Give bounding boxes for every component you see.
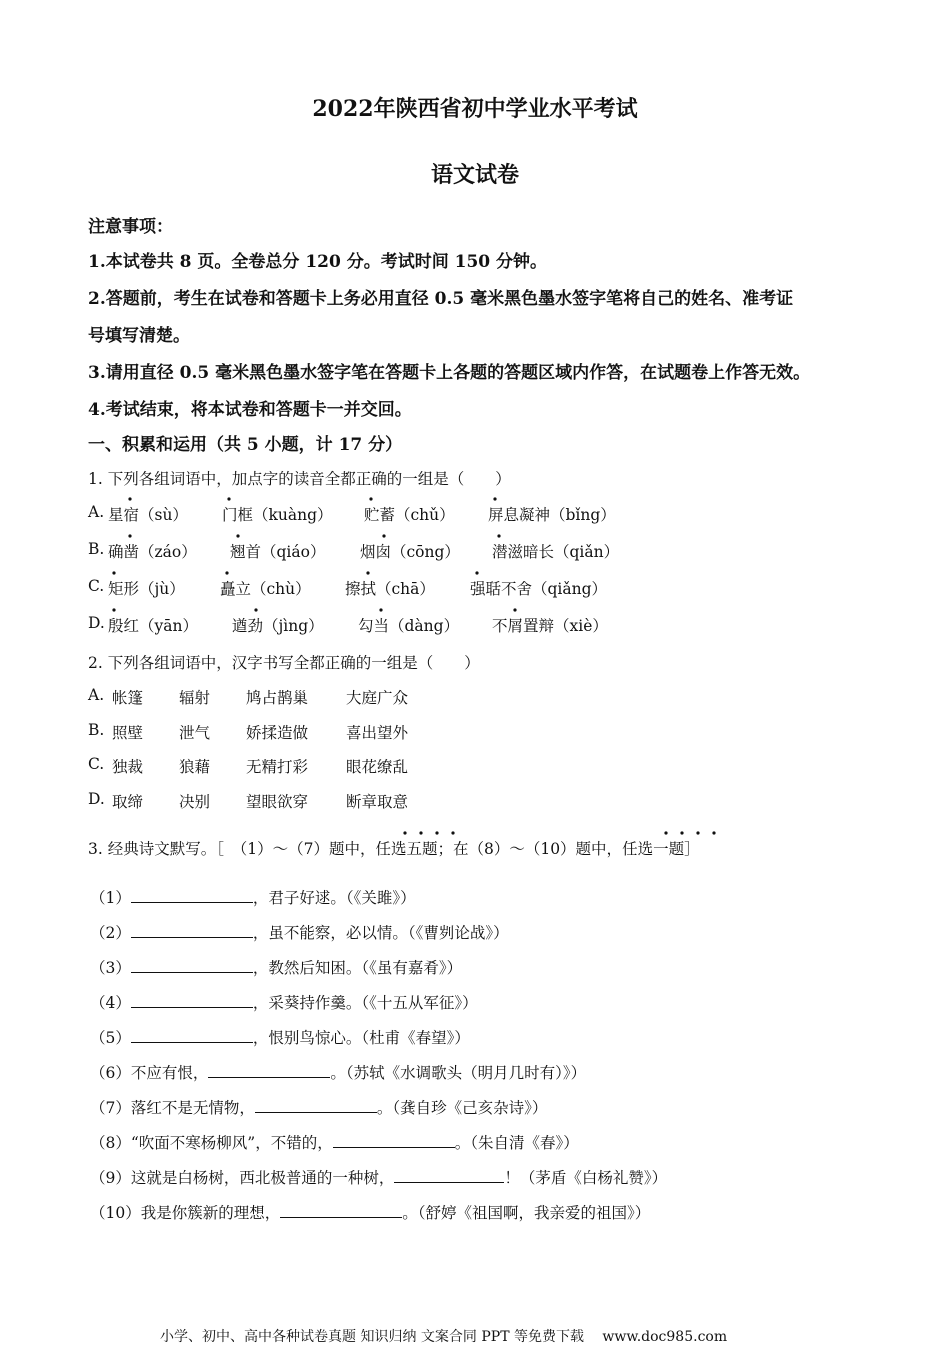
- dot-mark: [227, 497, 230, 500]
- dot-mark: [696, 831, 699, 834]
- answer-blank[interactable]: [208, 1063, 330, 1078]
- q2-c-word1: 独裁: [112, 758, 144, 776]
- q1-d-word3: 勾当（dàng）: [358, 617, 460, 635]
- dot-mark: [513, 608, 516, 611]
- dot-mark: [475, 571, 478, 574]
- q3-emphasis-dots: [0, 826, 950, 838]
- dot-mark: [493, 497, 496, 500]
- footer-text: 小学、初中、高中各种试卷真题 知识归纳 文案合同 PPT 等免费下载 www.doc985.com: [160, 1329, 728, 1345]
- dot-mark: [435, 831, 438, 834]
- emphasis-text: 任选一题: [622, 840, 685, 858]
- q2-c-word2: 狼藉: [179, 758, 211, 776]
- q1-c-word4: 强聒不舍（qiǎng）: [470, 580, 608, 598]
- q2-b-letter: B.: [88, 721, 105, 739]
- q1-d-word1: 殷红（yān）: [108, 617, 198, 635]
- q2-b-word2: 泄气: [179, 724, 211, 742]
- answer-blank[interactable]: [131, 888, 253, 903]
- q1-a-word1: 星宿（sù）: [108, 506, 188, 524]
- dot-mark: [497, 534, 500, 537]
- dot-mark: [712, 831, 715, 834]
- notice-heading: 注意事项：: [88, 217, 173, 237]
- recitation-line-6: （6）不应有恨， 。（苏轼《水调歌头（明月几时有）》）: [90, 1064, 587, 1082]
- page-title: 2022年陕西省初中学业水平考试: [312, 96, 638, 122]
- emphasis-text: 任选五题: [375, 840, 438, 858]
- dot-mark: [128, 534, 131, 537]
- question-3-stem: 3. 经典诗文默写。［ （1）～（7）题中，任选五题；在（8）～（10）题中，任选一题］: [88, 840, 700, 858]
- dot-mark: [419, 831, 422, 834]
- q2-b-word4: 喜出望外: [346, 724, 409, 742]
- q2-a-word4: 大庭广众: [346, 689, 409, 707]
- q1-option-c: C.: [88, 577, 105, 595]
- q1-option-b: B.: [88, 540, 105, 558]
- answer-blank[interactable]: [394, 1168, 504, 1183]
- q2-c-word3: 无精打彩: [246, 758, 309, 776]
- question-2-stem: 2. 下列各组词语中，汉字书写全都正确的一组是（ ）: [88, 654, 480, 672]
- notice-item: 3.请用直径 0.5 毫米黑色墨水签字笔在答题卡上各题的答题区域内作答，在试题卷上作答无效。: [88, 363, 811, 383]
- dot-mark: [254, 608, 257, 611]
- q1-b-word1: 确凿（záo）: [108, 543, 197, 561]
- dot-mark: [128, 497, 131, 500]
- dot-mark: [403, 831, 406, 834]
- dot-mark: [112, 571, 115, 574]
- notice-item: 4.考试结束，将本试卷和答题卡一并交回。: [88, 400, 412, 420]
- recitation-line-3: （3） ，教然后知困。（《虽有嘉肴》）: [90, 959, 463, 977]
- dot-mark: [379, 608, 382, 611]
- q2-d-letter: D.: [88, 790, 105, 808]
- recitation-line-1: （1） ，君子好逑。（《关雎》）: [90, 889, 416, 907]
- question-1-stem: 1. 下列各组词语中，加点字的读音全都正确的一组是（ ）: [88, 470, 511, 488]
- q1-c-word3: 擦拭（chā）: [345, 580, 435, 598]
- q1-b-word4: 潜滋暗长（qiǎn）: [492, 543, 620, 561]
- recitation-line-5: （5） ，恨别鸟惊心。（杜甫《春望》）: [90, 1029, 470, 1047]
- dot-mark: [680, 831, 683, 834]
- dot-mark: [112, 608, 115, 611]
- q1-b-word3: 烟囱（cōng）: [360, 543, 460, 561]
- answer-blank[interactable]: [131, 923, 253, 938]
- q2-a-word1: 帐篷: [112, 689, 144, 707]
- q2-d-word2: 决别: [179, 793, 211, 811]
- answer-blank[interactable]: [131, 958, 253, 973]
- q2-d-word3: 望眼欲穿: [246, 793, 309, 811]
- dot-mark: [225, 571, 228, 574]
- recitation-line-10: （10）我是你簇新的理想， 。（舒婷《祖国啊，我亲爱的祖国》）: [90, 1204, 651, 1222]
- q1-c-word1: 矩形（jù）: [108, 580, 185, 598]
- q1-c-word2: 矗立（chù）: [220, 580, 311, 598]
- recitation-line-8: （8）“吹面不寒杨柳风”，不错的， 。（朱自清《春》）: [90, 1134, 579, 1152]
- answer-blank[interactable]: [280, 1203, 402, 1218]
- q1-a-word4: 屏息凝神（bǐng）: [488, 506, 616, 524]
- q2-c-letter: C.: [88, 755, 105, 773]
- notice-item: 1.本试卷共 8 页。全卷总分 120 分。考试时间 150 分钟。: [88, 252, 548, 272]
- q2-d-word1: 取缔: [112, 793, 144, 811]
- notice-item: 2.答题前，考生在试卷和答题卡上务必用直径 0.5 毫米黑色墨水签字笔将自己的姓名、准考证: [88, 289, 794, 309]
- recitation-line-7: （7）落红不是无情物， 。（龚自珍《己亥杂诗》）: [90, 1099, 548, 1117]
- q2-a-letter: A.: [88, 686, 105, 704]
- q1-option-a: A.: [88, 503, 105, 521]
- q1-d-word4: 不屑置辩（xiè）: [492, 617, 608, 635]
- q1-b-word2: 翘首（qiáo）: [230, 543, 326, 561]
- page-subtitle: 语文试卷: [430, 162, 519, 188]
- q2-b-word1: 照壁: [112, 724, 144, 742]
- recitation-line-2: （2） ，虽不能察，必以情。（《曹刿论战》）: [90, 924, 509, 942]
- dot-mark: [382, 534, 385, 537]
- answer-blank[interactable]: [255, 1098, 377, 1113]
- q2-d-word4: 断章取意: [346, 793, 409, 811]
- recitation-line-4: （4） ，采葵持作羹。（《十五从军征》）: [90, 994, 478, 1012]
- answer-blank[interactable]: [131, 993, 253, 1008]
- q1-option-d: D.: [88, 614, 105, 632]
- dot-mark: [451, 831, 454, 834]
- q1-a-word3: 贮蓄（chǔ）: [364, 506, 455, 524]
- notice-item: 号填写清楚。: [88, 326, 190, 346]
- answer-blank[interactable]: [131, 1028, 253, 1043]
- q2-a-word2: 辐射: [179, 689, 211, 707]
- dot-mark: [664, 831, 667, 834]
- section-heading: 一、积累和运用（共 5 小题，计 17 分）: [88, 435, 403, 455]
- q2-b-word3: 娇揉造做: [246, 724, 309, 742]
- q2-c-word4: 眼花缭乱: [346, 758, 409, 776]
- dot-mark: [369, 497, 372, 500]
- q2-a-word3: 鸠占鹊巢: [246, 689, 309, 707]
- q1-a-word2: 门框（kuàng）: [222, 506, 333, 524]
- dot-mark: [236, 534, 239, 537]
- answer-blank[interactable]: [333, 1133, 455, 1148]
- q1-d-word2: 遒劲（jìng）: [232, 617, 324, 635]
- recitation-line-9: （9）这就是白杨树，西北极普通的一种树， ！（茅盾《白杨礼赞》）: [90, 1169, 668, 1187]
- dot-mark: [366, 571, 369, 574]
